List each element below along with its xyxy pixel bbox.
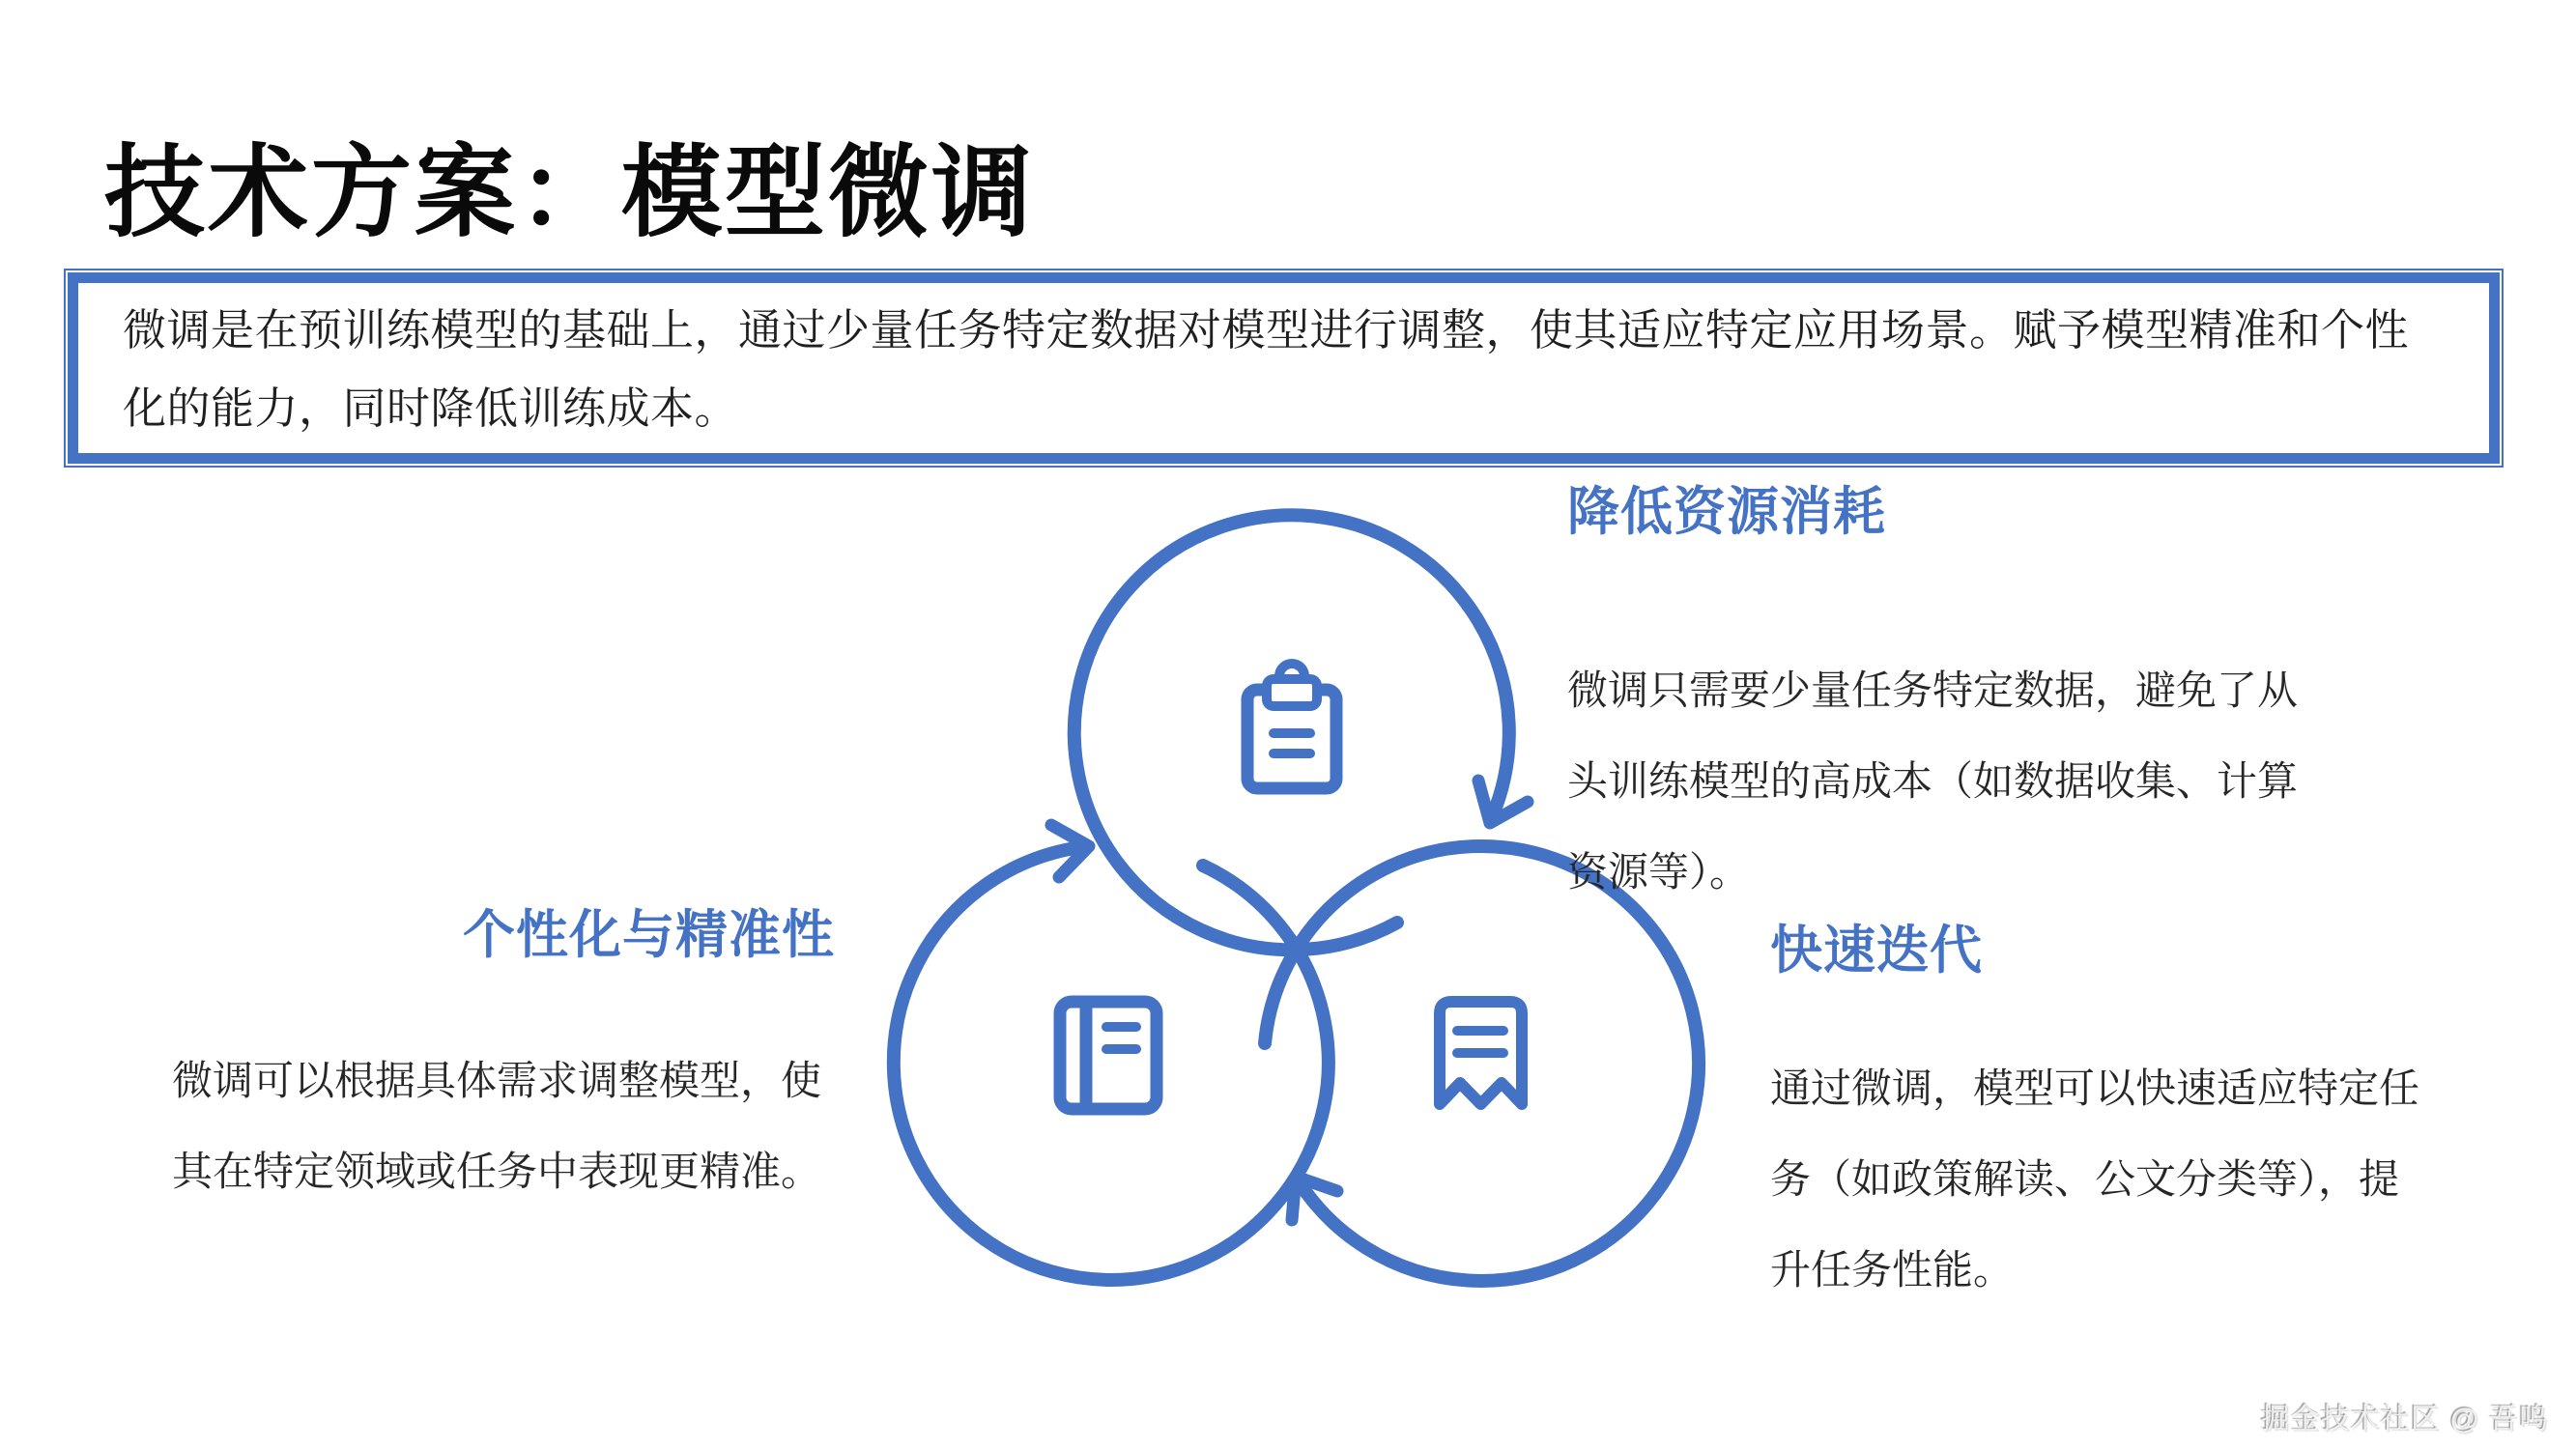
receipt-icon [1440, 1002, 1522, 1104]
notebook-icon [1060, 1002, 1157, 1109]
page-title: 技术方案：模型微调 [104, 136, 1036, 249]
watermark: 掘金技术社区 @ 吾鸣 [2260, 1404, 2549, 1435]
section-reduce-resource [1567, 475, 2316, 918]
section-fast-iteration [1770, 914, 2433, 1316]
summary-text: 微调是在预训练模型的基础上，通过少量任务特定数据对模型进行调整，使其适应特定应用场景。赋予模型精准和个性化的能力，同时降低训练成本。 [123, 305, 2410, 433]
section-personalization [172, 898, 835, 1217]
section-title: 个性化与精准性 [463, 906, 835, 964]
circle-left [894, 847, 1329, 1280]
section-title: 快速迭代 [1770, 922, 1983, 980]
section-body: 微调只需要少量任务特定数据，避免了从头训练模型的高成本（如数据收集、计算资源等）。 [1567, 668, 2299, 895]
section-body: 微调可以根据具体需求调整模型，使其在特定领域或任务中表现更精准。 [172, 1058, 822, 1194]
section-body: 通过微调，模型可以快速适应特定任务（如政策解读、公文分类等），提升任务性能。 [1770, 1065, 2420, 1293]
section-title: 降低资源消耗 [1567, 483, 1886, 541]
clipboard-icon [1247, 664, 1336, 788]
